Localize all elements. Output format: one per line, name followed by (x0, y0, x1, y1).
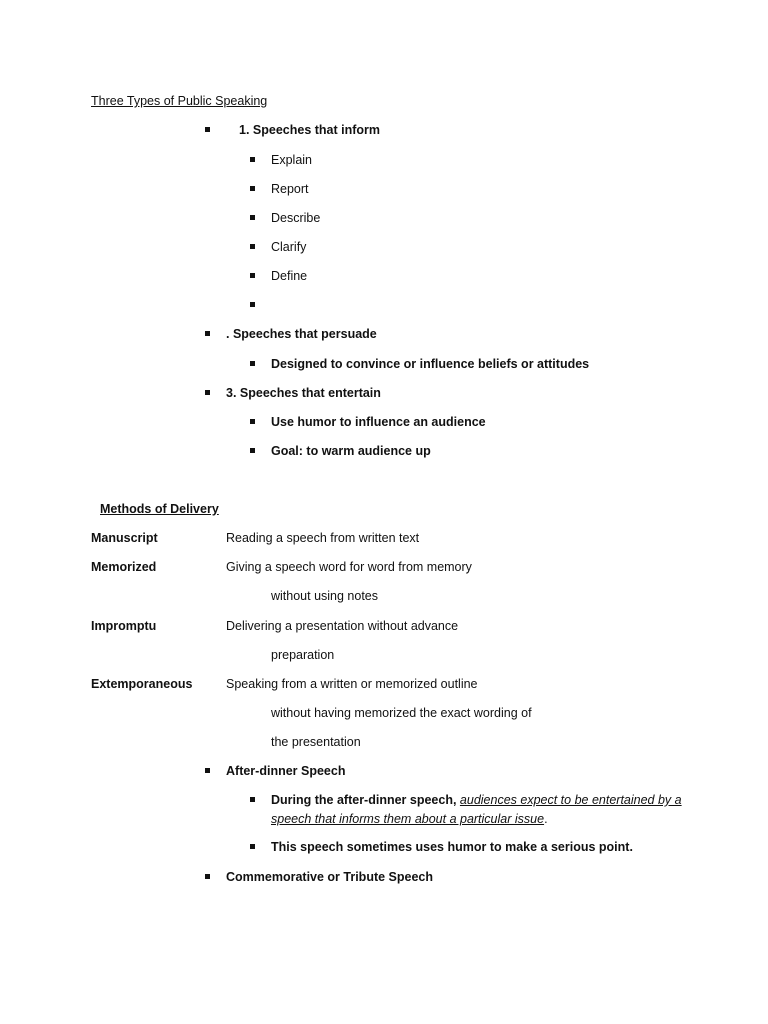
list-bullet (205, 331, 210, 336)
list-bullet (250, 273, 255, 278)
list-item-entertain: 3. Speeches that entertain (226, 386, 381, 400)
list-bullet (250, 186, 255, 191)
sub-item: Report (271, 182, 309, 196)
sub-item: Describe (271, 211, 321, 225)
list-bullet (250, 157, 255, 162)
sub-item: Clarify (271, 240, 307, 254)
commemorative-heading: Commemorative or Tribute Speech (226, 870, 434, 884)
method-definition-cont: without having memorized the exact wording of (271, 706, 532, 720)
point-prefix: During the after-dinner speech, (271, 793, 460, 807)
list-item-persuade: . Speeches that persuade (226, 327, 377, 341)
after-dinner-heading: After-dinner Speech (226, 764, 346, 778)
list-bullet (250, 215, 255, 220)
list-bullet (205, 127, 210, 132)
method-term: Memorized (91, 560, 157, 574)
list-bullet (250, 302, 255, 307)
method-definition: Giving a speech word for word from memory (226, 560, 472, 574)
method-term: Manuscript (91, 531, 158, 545)
point-emphasis: audiences expect to be entertained by a (459, 793, 682, 807)
list-bullet (250, 244, 255, 249)
sub-item: Explain (271, 153, 312, 167)
after-dinner-point-2: This speech sometimes uses humor to make a serious point. (271, 840, 633, 854)
method-definition-cont: preparation (271, 648, 335, 662)
sub-item: Define (271, 269, 308, 283)
method-definition: Reading a speech from written text (226, 531, 420, 545)
list-bullet (205, 390, 210, 395)
method-definition-cont: without using notes (271, 589, 379, 603)
method-term: Impromptu (91, 619, 157, 633)
list-bullet (205, 768, 210, 773)
section-title-types: Three Types of Public Speaking (91, 94, 268, 108)
list-bullet (250, 361, 255, 366)
method-definition: Speaking from a written or memorized outline (226, 677, 478, 691)
list-bullet (250, 844, 255, 849)
sub-item: Designed to convince or influence beliefs or attitudes (271, 357, 590, 371)
list-bullet (205, 874, 210, 879)
method-definition-cont: the presentation (271, 735, 361, 749)
list-item-inform: 1. Speeches that inform (239, 123, 381, 137)
sub-item: Goal: to warm audience up (271, 444, 431, 458)
list-bullet (250, 419, 255, 424)
list-bullet (250, 797, 255, 802)
method-definition: Delivering a presentation without advance (226, 619, 459, 633)
method-term: Extemporaneous (91, 677, 193, 691)
after-dinner-point-1 (271, 792, 682, 808)
after-dinner-point-1-cont (271, 811, 548, 827)
point-suffix: . (544, 812, 548, 826)
sub-item: Use humor to influence an audience (271, 415, 486, 429)
list-bullet (250, 448, 255, 453)
point-emphasis-cont: speech that informs them about a particular issue (271, 812, 545, 826)
section-title-delivery: Methods of Delivery (100, 502, 219, 516)
